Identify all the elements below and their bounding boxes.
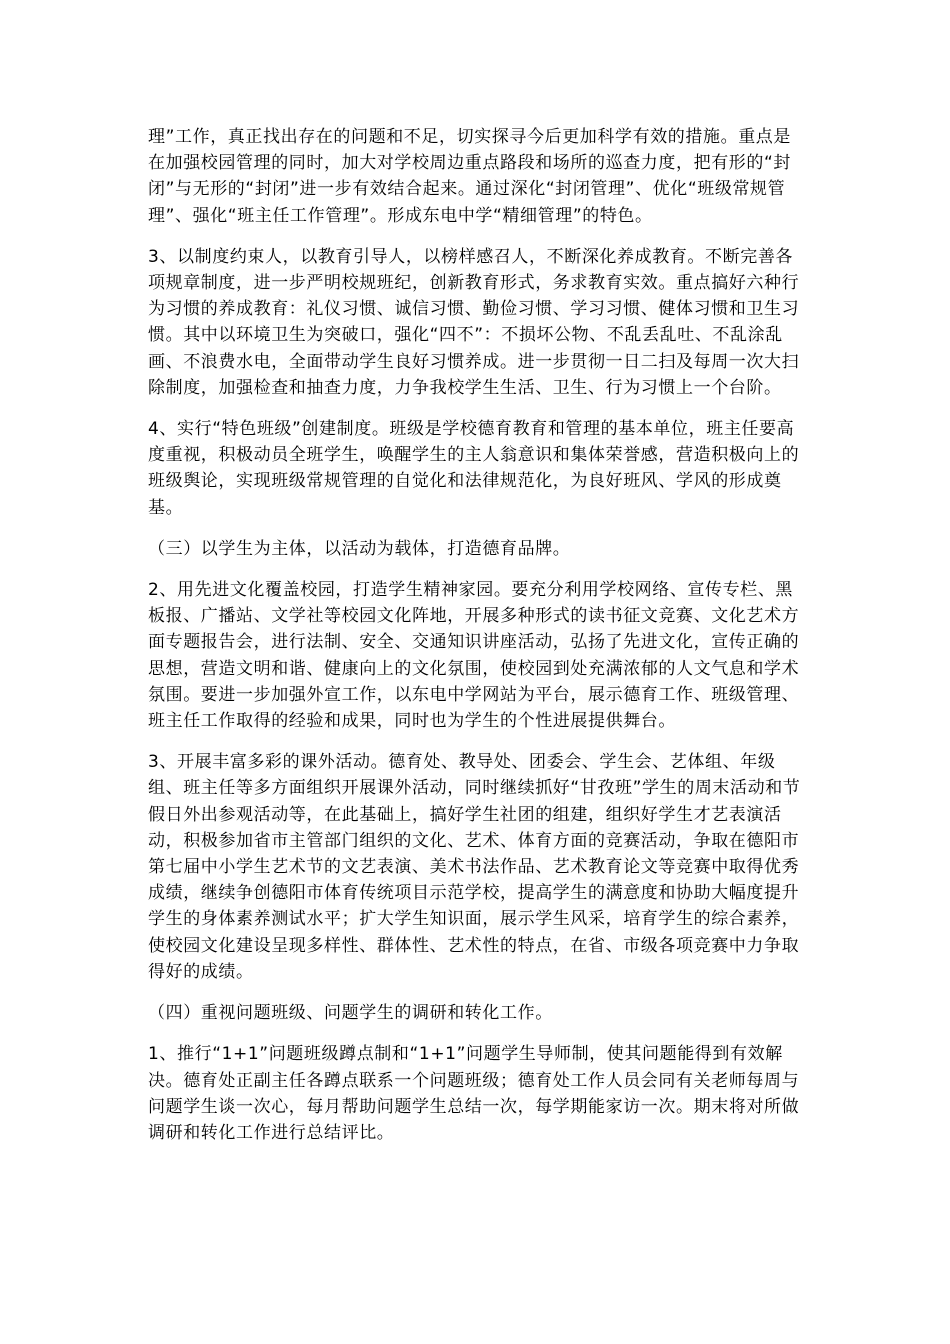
paragraph-management-continued: 理”工作，真正找出存在的问题和不足，切实探寻今后更加科学有效的措施。重点是在加强校园管理的同时，加大对学校周边重点路段和场所的巡查力度，把有形的“封闭”与无形的“封闭”进一步有效结合起来。通过深化“封闭管理”、优化“班级常规管理”、强化“班主任工作管理”。形成东电中学“精细管理”的特色。: [148, 127, 792, 226]
section-heading-three: （三）以学生为主体，以活动为载体，打造德育品牌。: [148, 538, 571, 559]
paragraph-campus-culture: 2、用先进文化覆盖校园，打造学生精神家园。要充分利用学校网络、宣传专栏、黑板报、广播站、文学社等校园文化阵地，开展多种形式的读书征文竞赛、文化艺术方面专题报告会，进行法制、安全、交通知识讲座活动，弘扬了先进文化，宣传正确的思想，营造文明和谐、健康向上的文化氛围，使校园到处充满浓郁的人文气息和学术氛围。要进一步加强外宣工作，以东电中学网站为平台，展示德育工作、班级管理、班主任工作取得的经验和成果，同时也为学生的个性进展提供舞台。: [148, 580, 800, 732]
document-body: [148, 124, 808, 1161]
paragraph-extracurricular: 3、开展丰富多彩的课外活动。德育处、教导处、团委会、学生会、艺体组、年级组、班主任等多方面组织开展课外活动，同时继续抓好“甘孜班”学生的周末活动和节假日外出参观活动等，在此基础上，搞好学生社团的组建，组织好学生才艺表演活动，积极参加省市主管部门组织的文化、艺术、体育方面的竞赛活动，争取在德阳市第七届中小学生艺术节的文艺表演、美术书法作品、艺术教育论文等竞赛中取得优秀成绩，继续争创德阳市体育传统项目示范学校，提高学生的满意度和协助大幅度提升学生的身体素养测试水平；扩大学生知识面，展示学生风采，培育学生的综合素养，使校园文化建设呈现多样性、群体性、艺术性的特点，在省、市级各项竞赛中力争取得好的成绩。: [148, 752, 801, 982]
paragraph-mentorship: 1、推行“1+1”问题班级蹲点制和“1+1”问题学生导师制，使其问题能得到有效解决。德育处正副主任各蹲点联系一个问题班级；德育处工作人员会同有关老师每周与问题学生谈一次心，每月帮助问题学生总结一次，每学期能家访一次。期末将对所做调研和转化工作进行总结评比。: [148, 1044, 800, 1143]
paragraph-habit-education: 3、以制度约束人，以教育引导人，以榜样感召人，不断深化养成教育。不断完善各项规章制度，进一步严明校规班纪，创新教育形式，务求教育实效。重点搞好六种行为习惯的养成教育：礼仪习惯、诚信习惯、勤俭习惯、学习习惯、健体习惯和卫生习惯。其中以环境卫生为突破口，强化“四不”：不损坏公物、不乱丢乱吐、不乱涂乱画、不浪费水电，全面带动学生良好习惯养成。进一步贯彻一日二扫及每周一次大扫除制度，加强检查和抽查力度，力争我校学生生活、卫生、行为习惯上一个台阶。: [148, 246, 800, 398]
section-heading-four: （四）重视问题班级、问题学生的调研和转化工作。: [148, 1003, 553, 1024]
paragraph-featured-class: 4、实行“特色班级”创建制度。班级是学校德育教育和管理的基本单位，班主任要高度重视，积极动员全班学生，唤醒学生的主人翁意识和集体荣誉感，营造积极向上的班级舆论，实现班级常规管理的自觉化和法律规范化，为良好班风、学风的形成奠基。: [148, 419, 800, 518]
